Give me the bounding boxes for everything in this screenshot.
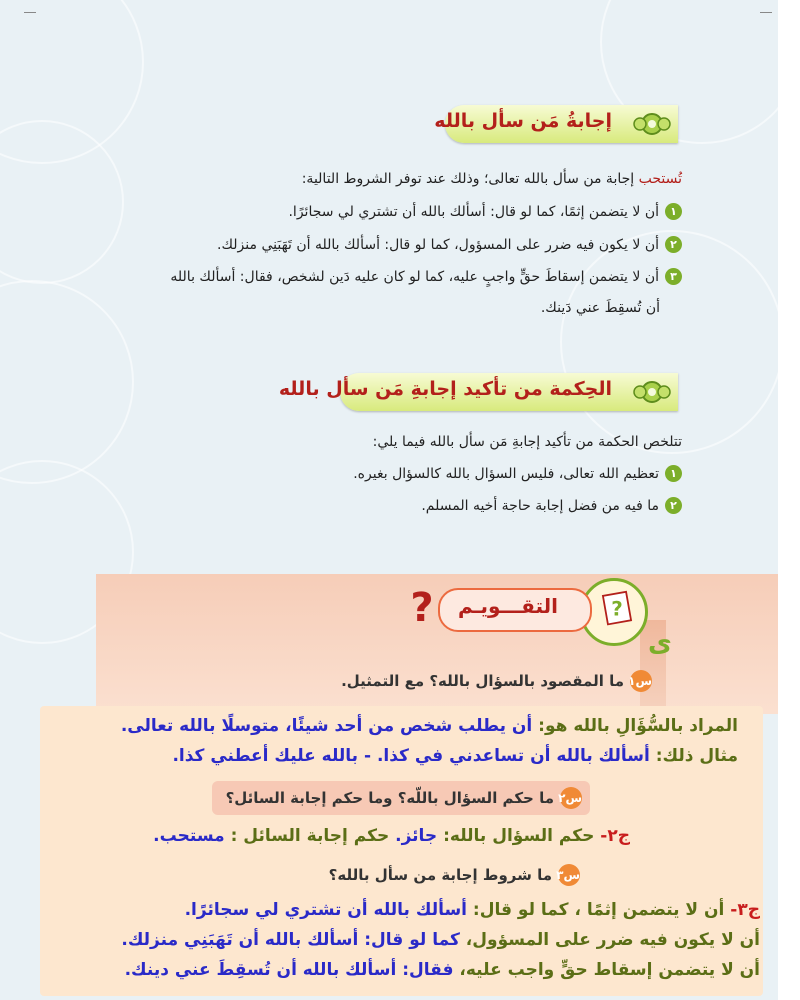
section-heading bbox=[434, 105, 678, 143]
question-mark-icon: ? bbox=[410, 585, 434, 631]
list-item bbox=[170, 268, 682, 285]
background-ornament bbox=[0, 280, 134, 484]
number-badge: ٢ bbox=[665, 497, 682, 514]
answer-text: أن يطلب شخص من أحد شيئًا، متوسلًا بالله تعالى. bbox=[120, 716, 533, 736]
section-title: إجابةُ مَن سأل بالله bbox=[434, 110, 612, 132]
question-badge: س٢ bbox=[560, 787, 582, 809]
question-text: ما المقصود بالسؤال بالله؟ مع التمثيل. bbox=[341, 672, 624, 690]
question-1 bbox=[341, 670, 652, 692]
question-paper-icon bbox=[589, 581, 645, 637]
answer-3-line-2 bbox=[121, 930, 760, 950]
background-ornament bbox=[560, 230, 784, 454]
answer-2 bbox=[153, 826, 630, 846]
answer-prefix: ج٢- bbox=[594, 826, 630, 846]
page-margin bbox=[778, 0, 800, 1000]
intro-paragraph bbox=[302, 171, 682, 187]
answer-1-line-1 bbox=[121, 716, 738, 736]
list-item bbox=[217, 236, 682, 253]
list-item-text: تعظيم الله تعالى، فليس السؤال بالله كالسؤال بغيره. bbox=[353, 465, 659, 482]
number-badge: ٣ bbox=[665, 268, 682, 285]
section-title: الحِكمة من تأكيد إجابةِ مَن سأل بالله bbox=[278, 378, 612, 400]
answer-text: أسألك بالله أن تساعدني في كذا. - بالله عليك أعطني كذا. bbox=[172, 746, 650, 766]
question-3 bbox=[329, 864, 580, 886]
question-2 bbox=[226, 787, 582, 809]
question-text: ما حكم السؤال باللّه؟ وما حكم إجابة السائل؟ bbox=[225, 789, 554, 807]
answer-label: أن لا يكون فيه ضرر على المسؤول، bbox=[459, 930, 760, 950]
answer-text: مستحب. bbox=[153, 826, 225, 846]
answer-label: أن لا يتضمن إثمًا ، كما لو قال: bbox=[467, 900, 725, 920]
list-item-continuation: أن تُسقِطَ عني دَينك. bbox=[540, 300, 660, 316]
answer-3-line-1 bbox=[185, 900, 760, 920]
answer-label: أن لا يتضمن إسقاط حقٍّ واجب عليه، bbox=[453, 960, 760, 980]
assessment-title: التقـــويـم bbox=[458, 594, 558, 618]
list-item-text: أن لا يكون فيه ضرر على المسؤول، كما لو قال: أسألك بالله أن تَهَبَنِي منزلك. bbox=[217, 236, 659, 253]
crop-mark bbox=[760, 12, 772, 13]
number-badge: ١ bbox=[665, 465, 682, 482]
answer-label: حكم إجابة السائل : bbox=[224, 826, 396, 846]
background-ornament bbox=[0, 120, 124, 284]
answer-label: مثال ذلك: bbox=[649, 746, 738, 766]
highlight-word: تُستحب bbox=[638, 171, 682, 187]
flower-ornament-icon bbox=[632, 375, 672, 409]
flower-ornament-icon bbox=[632, 107, 672, 141]
intro-paragraph: تتلخص الحكمة من تأكيد إجابةِ مَن سأل بالله فيما يلي: bbox=[372, 434, 682, 450]
svg-text:?: ? bbox=[611, 597, 623, 621]
section-heading bbox=[278, 373, 678, 411]
question-badge: س٣ bbox=[558, 864, 580, 886]
crop-mark bbox=[24, 12, 36, 13]
answer-prefix: ج٣- bbox=[724, 900, 760, 920]
number-badge: ٢ bbox=[665, 236, 682, 253]
list-item-text: أن لا يتضمن إسقاطَ حقٍّ واجبٍ عليه، كما لو كان عليه دَين لشخص، فقال: أسألك بالله bbox=[170, 268, 659, 285]
question-text: ما شروط إجابة من سأل بالله؟ bbox=[328, 866, 552, 884]
intro-text: إجابة من سأل بالله تعالى؛ وذلك عند توفر الشروط التالية: bbox=[301, 171, 639, 187]
answer-label: المراد بالسُّؤَالِ بالله هو: bbox=[532, 716, 738, 736]
answer-label: حكم السؤال بالله: bbox=[437, 826, 595, 846]
answer-text: فقال: أسألك بالله أن تُسقِطَ عني دينك. bbox=[124, 960, 454, 980]
question-badge: س١ bbox=[630, 670, 652, 692]
list-item-text: أن لا يتضمن إثمًا، كما لو قال: أسألك بالله أن تشتري لي سجائرًا. bbox=[288, 203, 659, 220]
list-item bbox=[421, 497, 682, 514]
vine-ornament-icon: ﯼ bbox=[648, 628, 672, 658]
list-item bbox=[353, 465, 682, 482]
list-item-text: ما فيه من فضل إجابة حاجة أخيه المسلم. bbox=[421, 497, 659, 514]
answer-1-line-2 bbox=[172, 746, 738, 766]
answer-text: كما لو قال: أسألك بالله أن تَهَبَنِي منزلك. bbox=[121, 930, 460, 950]
answer-3-line-3 bbox=[125, 960, 760, 980]
answer-text: جائز. bbox=[395, 826, 438, 846]
list-item bbox=[288, 203, 682, 220]
number-badge: ١ bbox=[665, 203, 682, 220]
answer-text: أسألك بالله أن تشتري لي سجائرًا. bbox=[184, 900, 468, 920]
